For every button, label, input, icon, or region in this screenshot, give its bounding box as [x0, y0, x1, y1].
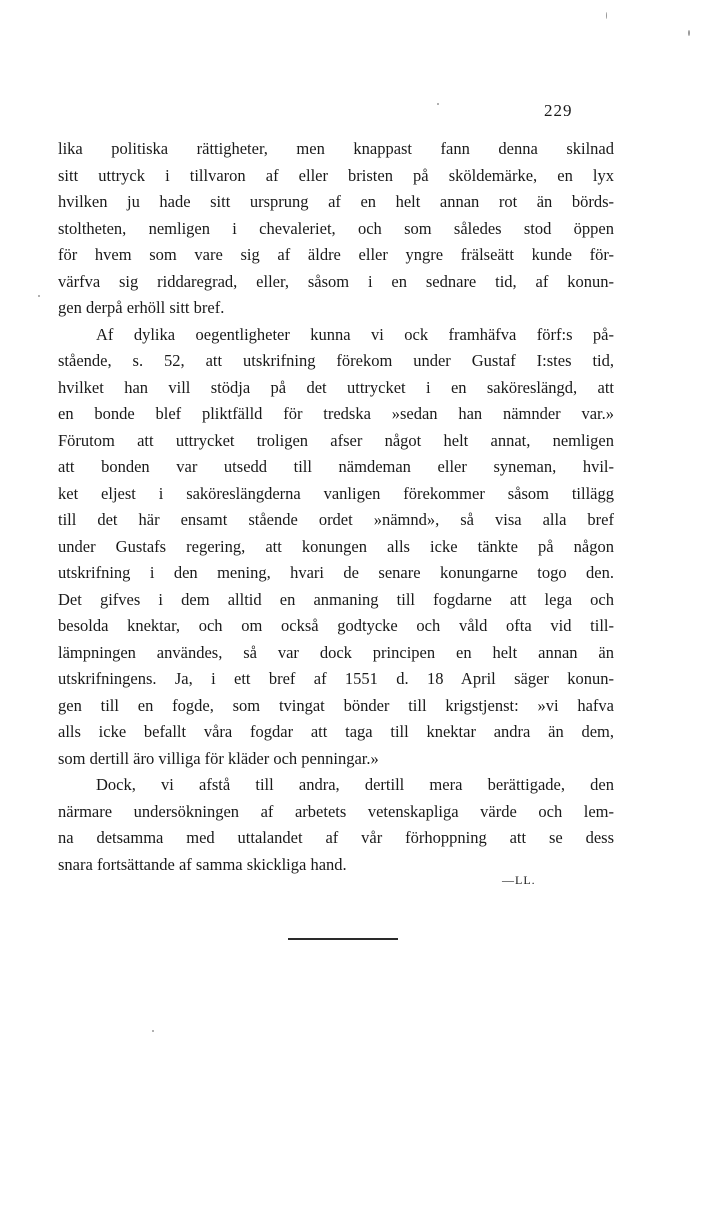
text-line: snara fortsättande af samma skickliga hand. — [58, 854, 347, 874]
section-divider — [288, 938, 398, 940]
text-line: stående, s. 52, att utskrifning förekom under Gustaf I:stes tid, — [58, 351, 614, 370]
text-line: hvilket han vill stödja på det uttrycket i en saköreslängd, att — [58, 377, 614, 397]
text-line: hvilken ju hade sitt ursprung af en helt annan rot än börds- — [58, 192, 614, 211]
paper-speck — [38, 295, 40, 297]
author-signature: —LL. — [502, 873, 536, 887]
text-line: värfva sig riddaregrad, eller, såsom i en sednare tid, af konun- — [58, 271, 614, 291]
text-line: ket eljest i saköreslängderna vanligen förekommer såsom tillägg — [58, 483, 614, 503]
text-line: lämpningen användes, så var dock principen en helt annan än — [58, 642, 614, 662]
text-line: under Gustafs regering, att konungen alls icke tänkte på någon — [58, 536, 614, 556]
text-line: lika politiska rättigheter, men knappast fann denna skilnad — [58, 139, 614, 158]
text-line: till det här ensamt stående ordet »nämnd», så visa alla bref — [58, 510, 614, 529]
text-line: att bonden var utsedd till nämdeman eller syneman, hvil- — [58, 457, 614, 476]
text-line: utskrifningens. Ja, i ett bref af 1551 d. 18 April säger konun- — [58, 669, 614, 688]
paper-speck — [152, 1030, 154, 1032]
text-line: gen till en fogde, som tvingat bönder till krigstjenst: »vi hafva — [58, 695, 614, 715]
text-line: Dock, vi afstå till andra, dertill mera berättigade, den — [96, 775, 614, 794]
paper-speck — [437, 103, 439, 105]
text-line: besolda knektar, och om också godtycke och våld ofta vid till- — [58, 616, 614, 635]
text-line: som dertill äro villiga för kläder och penningar.» — [58, 748, 379, 768]
text-line: stoltheten, nemligen i chevaleriet, och som således stod öppen — [58, 218, 614, 238]
text-line: Af dylika oegentligheter kunna vi ock framhäfva förf:s på- — [96, 324, 614, 344]
text-line: närmare undersökningen af arbetets vetenskapliga värde och lem- — [58, 801, 614, 821]
text-line: alls icke befallt våra fogdar att taga till knektar andra än dem, — [58, 722, 614, 741]
text-line: Det gifves i dem alltid en anmaning till fogdarne att lega och — [58, 589, 614, 609]
text-line: utskrifning i den mening, hvari de senare konungarne togo den. — [58, 563, 614, 582]
text-line: en bonde blef pliktfälld för tredska »sedan han nämnder var.» — [58, 404, 614, 423]
text-line: na detsamma med uttalandet af vår förhoppning att se dess — [58, 828, 614, 847]
text-line: gen derpå erhöll sitt bref. — [58, 298, 225, 317]
paper-speck — [688, 30, 690, 36]
page-number: 229 — [544, 101, 573, 120]
text-line: Förutom att uttrycket troligen afser något helt annat, nemligen — [58, 430, 614, 450]
paper-speck — [606, 12, 607, 19]
body-text — [58, 136, 614, 878]
text-line: för hvem som vare sig af äldre eller yngre frälseätt kunde för- — [58, 245, 614, 264]
text-line: sitt uttryck i tillvaron af eller bristen på sköldemärke, en lyx — [58, 165, 614, 185]
